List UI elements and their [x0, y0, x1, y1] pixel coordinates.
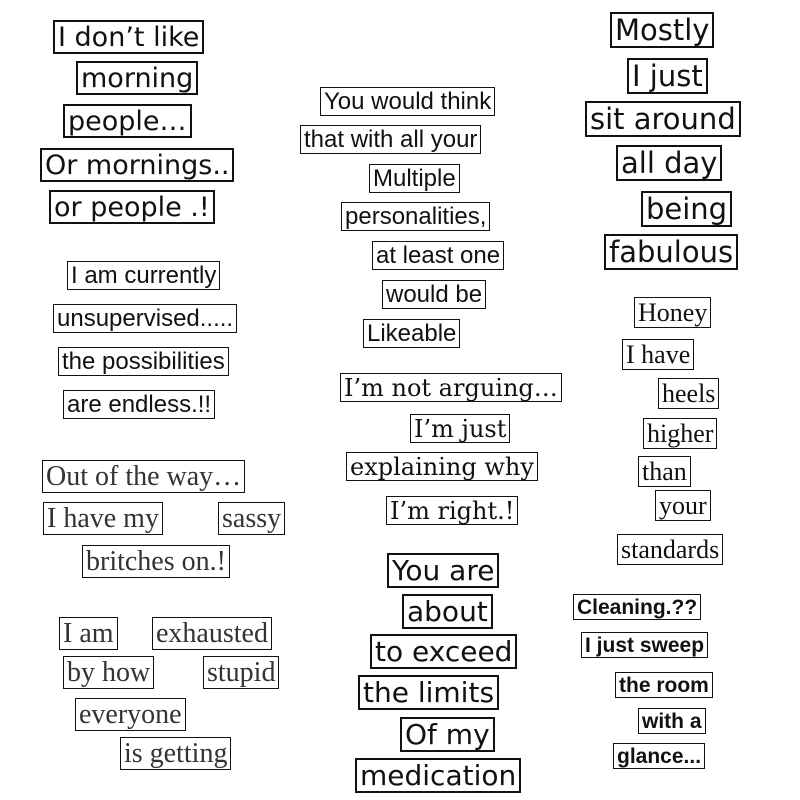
- cutout-label: medication: [355, 758, 521, 793]
- cutout-label: Likeable: [363, 319, 460, 348]
- cutout-label: Mostly: [610, 12, 714, 48]
- cutout-label: fabulous: [604, 234, 738, 270]
- cutout-label: You would think: [320, 87, 495, 116]
- cutout-label: to exceed: [370, 634, 517, 669]
- cutout-label: your: [655, 490, 711, 521]
- cutout-label: I’m right.!: [386, 496, 518, 525]
- cutout-label: all day: [616, 145, 722, 181]
- cutout-label: are endless.!!: [63, 390, 215, 419]
- cutout-label: about: [402, 594, 493, 629]
- cutout-label: Honey: [634, 297, 711, 328]
- cutout-label: I’m just: [410, 414, 510, 443]
- cutout-label: unsupervised.....: [53, 304, 237, 333]
- cutout-label: I’m not arguing…: [340, 373, 562, 402]
- cutout-label: I have my: [43, 502, 163, 535]
- cutout-label: heels: [658, 378, 719, 409]
- cutout-label: Cleaning.??: [573, 594, 701, 620]
- cutout-label: You are: [387, 553, 499, 588]
- cutout-label: being: [641, 191, 732, 227]
- cutout-label: I am currently: [67, 261, 220, 290]
- cutout-label: exhausted: [152, 617, 272, 650]
- cutout-label: britches on.!: [82, 545, 230, 578]
- cutout-label: I am: [59, 617, 118, 650]
- cutout-label: Or mornings..: [40, 148, 234, 182]
- cutout-label: sassy: [218, 502, 285, 535]
- cutout-label: explaining why: [346, 452, 538, 481]
- cutout-label: I have: [622, 339, 694, 370]
- cutout-label: than: [638, 456, 691, 487]
- cutout-label: the possibilities: [58, 347, 229, 376]
- cutout-label: personalities,: [341, 202, 490, 231]
- cutout-label: morning: [76, 61, 198, 95]
- cutout-label: the limits: [358, 675, 499, 710]
- cutout-label: is getting: [120, 737, 231, 770]
- cutout-label: that with all your: [300, 125, 481, 154]
- cutout-label: sit around: [585, 101, 741, 137]
- cutout-label: Multiple: [369, 164, 460, 193]
- cutout-label: I just sweep: [581, 632, 708, 658]
- cutout-label: stupid: [203, 656, 279, 689]
- cutout-label: people…: [63, 104, 192, 138]
- cutout-label: would be: [382, 280, 486, 309]
- cutout-label: I don’t like: [53, 20, 204, 54]
- cutout-label: higher: [643, 418, 717, 449]
- cutout-label: glance...: [613, 743, 705, 769]
- cutout-label: I just: [627, 58, 708, 94]
- cutout-label: at least one: [372, 241, 504, 270]
- cutout-label: or people .!: [49, 190, 215, 224]
- cutout-label: the room: [615, 672, 713, 698]
- cutout-label: everyone: [75, 698, 186, 731]
- cutout-label: Of my: [400, 717, 495, 752]
- cutout-label: Out of the way…: [42, 460, 245, 493]
- cutout-label: standards: [617, 534, 723, 565]
- cutout-label: by how: [63, 656, 154, 689]
- cutout-label: with a: [638, 708, 706, 734]
